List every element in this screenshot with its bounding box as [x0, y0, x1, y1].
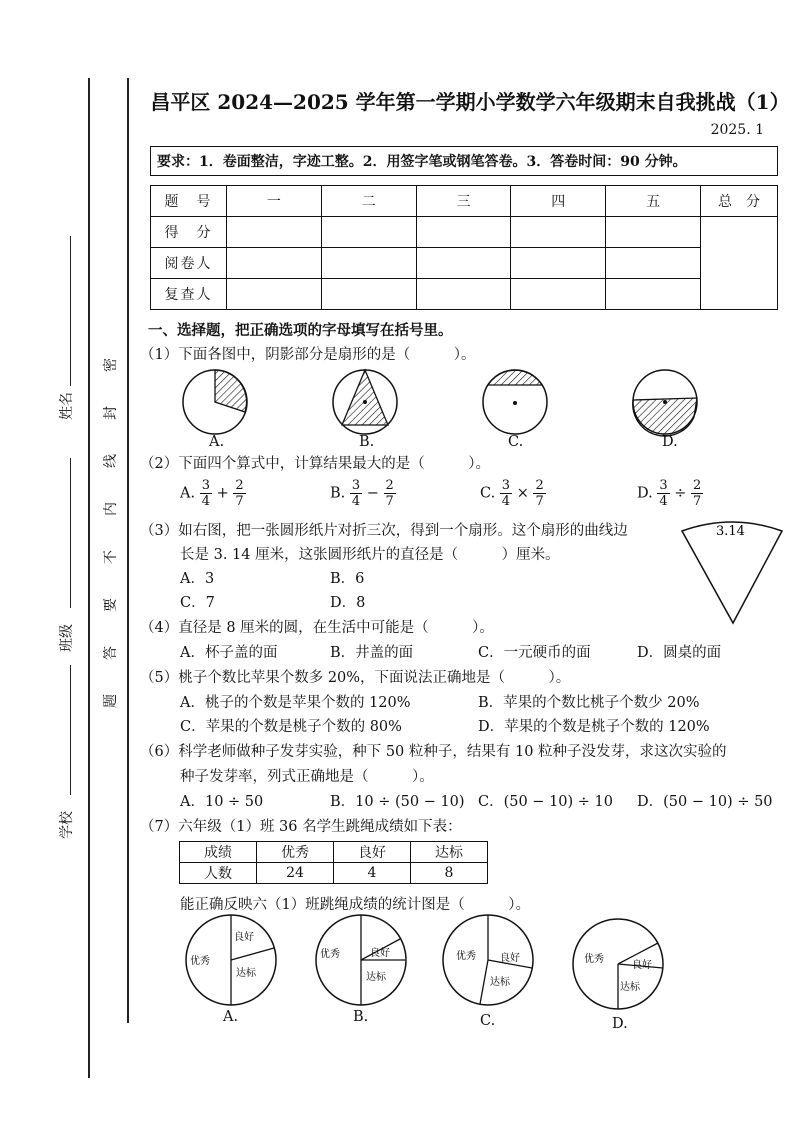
fraction	[350, 478, 362, 509]
q1-figure-d	[633, 370, 697, 436]
operator: ÷	[674, 485, 687, 502]
q7-table-cell: 24	[257, 863, 334, 884]
fraction	[691, 478, 703, 509]
seal-char: 封	[103, 406, 119, 420]
seal-char: 要	[103, 598, 119, 612]
score-cell[interactable]	[511, 217, 606, 248]
q7-table-cell: 成绩	[180, 842, 257, 863]
q4-option-b: B．井盖的面	[330, 645, 414, 661]
score-cell[interactable]	[511, 279, 606, 310]
numerator: 2	[235, 478, 244, 493]
q6-stem-line2: 种子发芽率，列式正确地是（ ）。	[180, 769, 434, 785]
q6-option-b: B．10 ÷ (50 − 10)	[330, 794, 465, 810]
fraction	[657, 478, 669, 509]
q7-pie-d	[573, 919, 663, 1009]
total-score-cell[interactable]	[701, 217, 778, 310]
score-row-label: 得 分	[151, 217, 227, 248]
q7-stem-line2: 能正确反映六（1）班跳绳成绩的统计图是（ ）。	[180, 897, 530, 913]
q2-option	[480, 478, 546, 509]
q3-option-d: D．8	[330, 595, 366, 611]
q3-arc-label: 3.14	[716, 524, 745, 539]
school-blank-line	[70, 665, 71, 795]
q3-sector-figure	[676, 513, 788, 627]
q7-pie-a	[186, 915, 276, 1005]
score-header-cell: 三	[416, 186, 511, 217]
q2-option	[637, 478, 703, 509]
q7-pie-c	[443, 915, 533, 1005]
score-header-cell: 总 分	[701, 186, 778, 217]
q7-stem: （7）六年级（1）班 36 名学生跳绳成绩如下表：	[140, 819, 462, 835]
school-label: 学校	[59, 811, 75, 839]
score-header-cell: 题 号	[151, 186, 227, 217]
q6-stem-line1: （6）科学老师做种子发芽实验，种下 50 粒种子，结果有 10 粒种子没发芽，求这次实验的	[140, 744, 727, 760]
fraction	[500, 478, 512, 509]
q1-stem: （1）下面各图中，阴影部分是扇形的是（ ）。	[140, 347, 476, 363]
denominator: 4	[201, 494, 210, 509]
operator: ×	[516, 485, 529, 502]
q2-option	[180, 478, 246, 509]
denominator: 7	[535, 494, 544, 509]
q3-stem-line1: （3）如右图，把一张圆形纸片对折三次，得到一个扇形。这个扇形的曲线边	[140, 523, 628, 539]
q3-option-c: C．7	[180, 595, 215, 611]
seal-char: 线	[103, 454, 119, 468]
seal-char: 密	[103, 358, 119, 372]
q7-pie-word: 良好	[370, 948, 390, 959]
q6-option-a: A．10 ÷ 50	[180, 794, 264, 810]
score-cell[interactable]	[227, 279, 322, 310]
margin-line-outer	[88, 78, 90, 1078]
q4-option-d: D．圆桌的面	[637, 645, 722, 661]
q1-label-c: C.	[508, 434, 524, 450]
q1-figures	[170, 362, 730, 454]
denominator: 4	[351, 494, 361, 509]
q7-pie-word: 良好	[500, 953, 520, 964]
denominator: 7	[235, 494, 244, 509]
q7-pie-word: 良好	[632, 960, 652, 971]
score-table	[150, 185, 778, 310]
q1-figure-c	[483, 370, 547, 434]
name-label: 姓名	[59, 392, 75, 420]
numerator: 3	[659, 478, 668, 493]
score-cell[interactable]	[416, 217, 511, 248]
numerator: 3	[201, 478, 210, 493]
score-header-cell: 二	[321, 186, 416, 217]
seal-char: 答	[103, 646, 119, 660]
q1-label-b: B.	[359, 434, 375, 450]
score-cell[interactable]	[416, 248, 511, 279]
q7-pie-word: 达标	[236, 968, 256, 979]
score-cell[interactable]	[321, 248, 416, 279]
q7-label-c: C.	[480, 1013, 496, 1029]
q2-option-letter: A.	[180, 485, 196, 502]
q7-table-cell: 人数	[180, 863, 257, 884]
q7-label-d: D.	[612, 1016, 628, 1032]
q4-option-a: A．杯子盖的面	[180, 645, 278, 661]
numerator: 3	[351, 478, 361, 493]
seal-char: 不	[103, 550, 119, 564]
q6-option-c: C．(50 − 10) ÷ 10	[478, 794, 613, 810]
score-header-cell: 四	[511, 186, 606, 217]
name-blank-line	[70, 236, 71, 386]
score-row-label: 阅卷人	[151, 248, 227, 279]
requirements-box: 要求：1．卷面整洁，字迹工整。2．用签字笔或钢笔答卷。3．答卷时间：90 分钟。	[150, 146, 778, 176]
q7-pie-b	[316, 915, 406, 1005]
q3-option-b: B．6	[330, 571, 365, 587]
q7-pie-word: 良好	[234, 932, 254, 943]
q7-table-cell: 达标	[411, 842, 488, 863]
q7-pie-figures	[180, 912, 680, 1034]
q6-option-d: D．(50 − 10) ÷ 50	[637, 794, 773, 810]
class-label: 班级	[59, 624, 75, 652]
q7-pie-word: 达标	[620, 982, 640, 993]
q7-table-cell: 8	[411, 863, 488, 884]
operator: −	[366, 485, 379, 502]
q5-option-d: D．苹果的个数是桃子个数的 120%	[478, 719, 710, 735]
q5-option-c: C．苹果的个数是桃子个数的 80%	[180, 719, 402, 735]
numerator: 2	[692, 478, 702, 493]
score-header-cell: 一	[227, 186, 322, 217]
denominator: 7	[385, 494, 394, 509]
numerator: 2	[385, 478, 394, 493]
q4-option-c: C．一元硬币的面	[478, 645, 591, 661]
denominator: 4	[659, 494, 668, 509]
score-row-label: 复查人	[151, 279, 227, 310]
operator: +	[216, 485, 229, 502]
exam-date: 2025. 1	[710, 122, 764, 138]
denominator: 7	[692, 494, 702, 509]
score-header-cell: 五	[606, 186, 701, 217]
q7-table-cell: 良好	[334, 842, 411, 863]
score-cell[interactable]	[321, 217, 416, 248]
numerator: 3	[501, 478, 511, 493]
score-cell[interactable]	[321, 279, 416, 310]
q4-stem: （4）直径是 8 厘米的圆，在生活中可能是（ ）。	[140, 620, 494, 636]
denominator: 4	[501, 494, 511, 509]
seal-char: 内	[103, 502, 119, 516]
q3-stem-line2: 长是 3. 14 厘米，这张圆形纸片的直径是（ ）厘米。	[180, 547, 560, 563]
q2-option	[330, 478, 396, 509]
score-cell[interactable]	[227, 217, 322, 248]
q7-pie-word: 达标	[366, 972, 386, 983]
q3-option-a: A．3	[180, 571, 215, 587]
q2-option-letter: C.	[480, 485, 496, 502]
score-cell[interactable]	[606, 248, 701, 279]
section-1-title: 一、选择题，把正确选项的字母填写在括号里。	[148, 322, 453, 339]
q5-option-a: A．桃子的个数是苹果个数的 120%	[180, 695, 411, 711]
q7-label-b: B.	[353, 1009, 369, 1025]
q7-label-a: A.	[223, 1009, 239, 1025]
q7-pie-word: 优秀	[190, 956, 210, 967]
q2-option-letter: B.	[330, 485, 346, 502]
q7-table-cell: 优秀	[257, 842, 334, 863]
q1-figure-b	[333, 370, 397, 434]
q7-pie-word: 优秀	[584, 954, 604, 965]
numerator: 2	[535, 478, 544, 493]
score-cell[interactable]	[606, 279, 701, 310]
q7-table-cell: 4	[334, 863, 411, 884]
score-cell[interactable]	[606, 217, 701, 248]
q7-data-table	[179, 841, 488, 884]
q5-stem: （5）桃子个数比苹果个数多 20%，下面说法正确地是（ ）。	[140, 670, 571, 686]
q1-label-a: A.	[209, 434, 225, 450]
margin-line-inner	[127, 78, 129, 1023]
seal-char: 题	[103, 694, 119, 708]
q2-option-letter: D.	[637, 485, 653, 502]
class-blank-line	[70, 458, 71, 608]
fraction	[384, 478, 396, 509]
q1-label-d: D.	[662, 434, 678, 450]
score-cell[interactable]	[416, 279, 511, 310]
q2-stem: （2）下面四个算式中，计算结果最大的是（ ）。	[140, 456, 490, 472]
score-cell[interactable]	[227, 248, 322, 279]
q7-pie-word: 优秀	[456, 951, 476, 962]
q7-pie-word: 达标	[490, 977, 510, 988]
q1-figure-a	[183, 370, 247, 434]
fraction	[200, 478, 212, 509]
q5-option-b: B．苹果的个数比桃子个数少 20%	[478, 695, 700, 711]
fraction	[233, 478, 245, 509]
fraction	[533, 478, 545, 509]
q7-pie-word: 优秀	[320, 949, 340, 960]
page-title: 昌平区 2024—2025 学年第一学期小学数学六年级期末自我挑战（1）	[150, 90, 790, 114]
score-cell[interactable]	[511, 248, 606, 279]
